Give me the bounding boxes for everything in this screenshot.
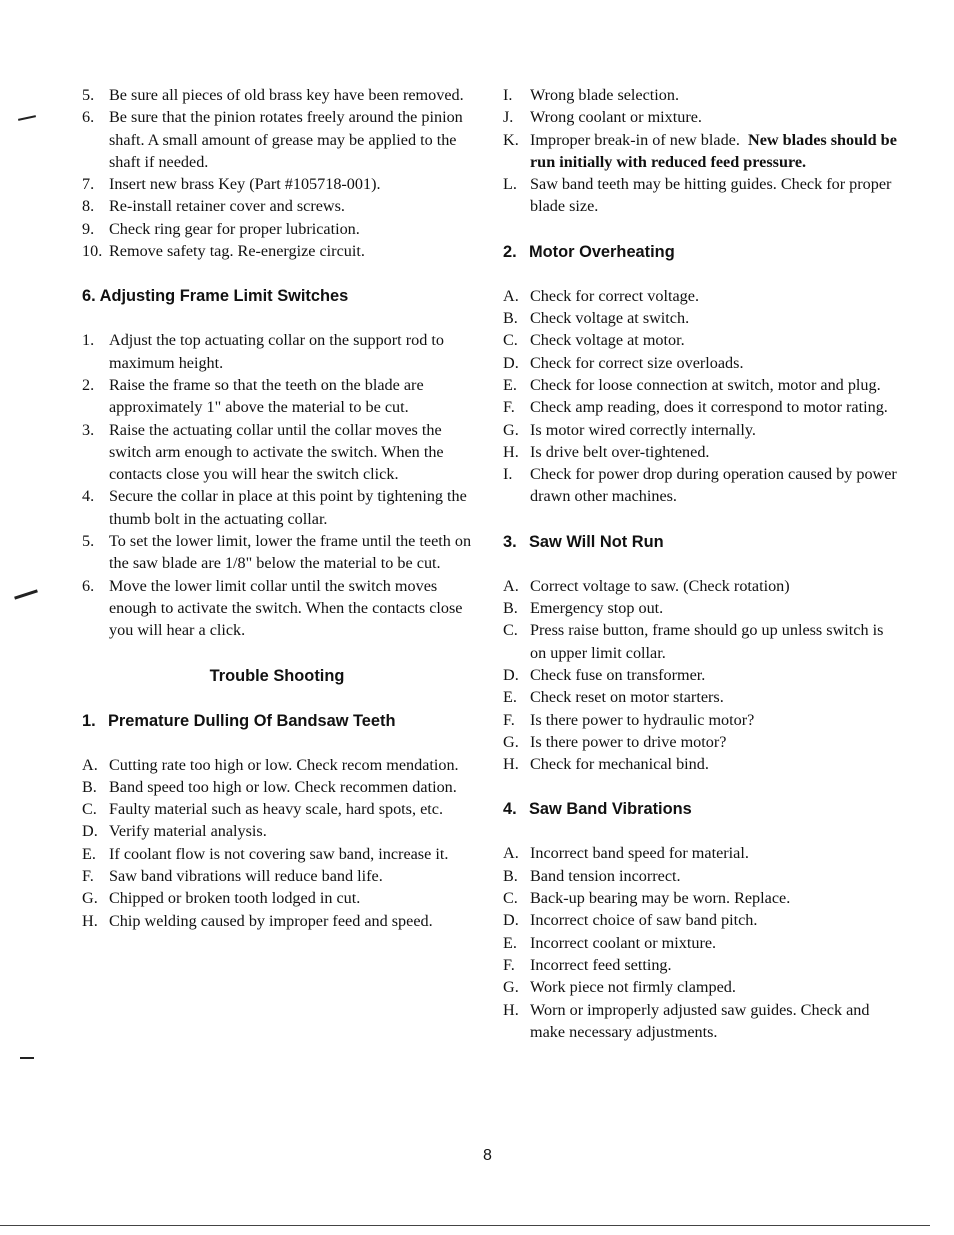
item-label: C. — [503, 889, 518, 908]
section2-list — [503, 285, 903, 508]
section6-list — [82, 329, 472, 641]
list-item — [82, 865, 472, 887]
item-text: Re-install retainer cover and screws. — [109, 197, 345, 216]
item-text: Insert new brass Key (Part #105718-001). — [109, 175, 381, 194]
item-text: Press raise button, frame should go up unless switch is on upper limit collar. — [530, 621, 884, 662]
item-label: G. — [503, 420, 519, 439]
section-title: Motor Overheating — [529, 242, 675, 261]
item-text: Is there power to hydraulic motor? — [530, 710, 755, 729]
item-label: 1. — [82, 331, 95, 350]
item-text: Secure the collar in place at this point by tightening the thumb bolt in the actuating collar. — [109, 487, 467, 528]
item-text: Incorrect choice of saw band pitch. — [530, 911, 758, 930]
list-item — [82, 106, 472, 173]
margin-mark — [14, 589, 38, 599]
item-text: Wrong blade selection. — [530, 86, 680, 104]
item-label: D. — [503, 911, 519, 930]
list-item — [503, 441, 903, 463]
section-heading — [82, 710, 472, 732]
item-label: B. — [503, 866, 518, 885]
item-text: Move the lower limit collar until the switch moves enough to activate the switch. When the contacts close you will hear a click. — [109, 576, 463, 640]
item-text: Is drive belt over-tightened. — [530, 442, 710, 461]
item-text: Chip welding caused by improper feed and speed. — [109, 911, 433, 930]
item-label: A. — [503, 576, 519, 595]
list-item — [82, 195, 472, 217]
item-label: B. — [82, 777, 97, 796]
list-item — [503, 753, 903, 775]
item-text: Check for power drop during operation caused by power drawn other machines. — [530, 465, 897, 506]
list-item — [82, 530, 472, 575]
trouble-shooting-heading: Trouble Shooting — [209, 666, 345, 685]
list-item — [503, 575, 903, 597]
list-item — [503, 709, 903, 731]
item-label: 2. — [82, 375, 95, 394]
item-text: Raise the actuating collar until the collar moves the switch arm enough to activate the switch. When the contacts close you will hear the switch click. — [109, 420, 444, 484]
continued-list — [503, 84, 903, 218]
section-number: 1. — [82, 711, 96, 730]
item-label: F. — [82, 867, 94, 886]
page-number: 8 — [483, 1147, 492, 1164]
item-label: I. — [503, 465, 513, 484]
section1-list — [82, 754, 472, 932]
list-item — [82, 575, 472, 642]
list-item — [503, 597, 903, 619]
item-text: Check for mechanical bind. — [530, 755, 709, 774]
item-text: Wrong coolant or mixture. — [530, 108, 702, 127]
item-label: D. — [503, 353, 519, 372]
item-text: Saw band vibrations will reduce band life. — [109, 867, 383, 886]
item-label: 5. — [82, 86, 95, 104]
list-item — [503, 954, 903, 976]
item-text: Be sure that the pinion rotates freely around the pinion shaft. A small amount of grease may be applied to the shaft if needed. — [109, 108, 463, 171]
item-text: Saw band teeth may be hitting guides. Check for proper blade size. — [530, 175, 892, 216]
list-item — [503, 976, 903, 998]
section-number: 3. — [503, 532, 517, 551]
list-item — [503, 419, 903, 441]
item-text: Remove safety tag. Re-energize circuit. — [109, 242, 365, 261]
list-item — [503, 887, 903, 909]
item-bold-note: New blades should be run initially with reduced feed pressure. — [530, 130, 897, 171]
list-item — [82, 240, 472, 262]
item-label: 4. — [82, 487, 95, 506]
item-label: H. — [503, 755, 519, 774]
list-item — [82, 329, 472, 374]
item-text: Check amp reading, does it correspond to motor rating. — [530, 398, 888, 417]
item-text: Work piece not firmly clamped. — [530, 978, 736, 997]
item-label: G. — [82, 889, 98, 908]
item-text: Band tension incorrect. — [530, 866, 681, 885]
section-title: Saw Band Vibrations — [529, 800, 692, 819]
section-number: 2. — [503, 242, 517, 261]
item-text: Be sure all pieces of old brass key have been removed. — [109, 86, 464, 104]
margin-mark — [18, 115, 36, 121]
list-item — [503, 842, 903, 864]
item-label: F. — [503, 398, 515, 417]
list-item — [503, 129, 903, 174]
list-item — [82, 419, 472, 486]
item-label: 6. — [82, 108, 95, 127]
section-heading — [503, 531, 903, 553]
item-label: E. — [82, 844, 96, 863]
list-item — [82, 843, 472, 865]
section-title: Saw Will Not Run — [529, 532, 664, 551]
item-label: C. — [503, 621, 518, 640]
item-text: Check for correct voltage. — [530, 286, 699, 305]
item-label: J. — [503, 108, 514, 127]
item-text: Correct voltage to saw. (Check rotation) — [530, 576, 790, 595]
item-label: E. — [503, 933, 517, 952]
item-label: D. — [82, 822, 98, 841]
item-text: Incorrect feed setting. — [530, 955, 672, 974]
item-label: 7. — [82, 175, 95, 194]
list-item — [82, 84, 472, 106]
item-label: 10. — [82, 242, 103, 261]
list-item — [503, 285, 903, 307]
item-text: Raise the frame so that the teeth on the blade are approximately 1" above the material to be cut. — [109, 375, 424, 417]
item-label: A. — [503, 286, 519, 305]
item-text: Chipped or broken tooth lodged in cut. — [109, 889, 361, 908]
list-item — [503, 686, 903, 708]
section-title: Premature Dulling Of Bandsaw Teeth — [108, 711, 396, 730]
item-label: B. — [503, 309, 518, 328]
item-label: 9. — [82, 219, 95, 238]
item-text: Check voltage at motor. — [530, 331, 685, 350]
item-text: Check for correct size overloads. — [530, 353, 744, 372]
list-item — [503, 932, 903, 954]
list-item — [503, 106, 903, 128]
item-label: B. — [503, 599, 518, 618]
list-item — [503, 374, 903, 396]
item-label: 6. — [82, 576, 95, 595]
list-item — [503, 396, 903, 418]
item-label: A. — [503, 844, 519, 863]
item-text: To set the lower limit, lower the frame until the teeth on the saw blade are 1/8" below the material to be cut. — [109, 532, 472, 573]
list-item — [503, 664, 903, 686]
list-item — [503, 909, 903, 931]
section-heading — [503, 241, 903, 263]
item-text: Check fuse on transformer. — [530, 665, 706, 684]
list-item — [503, 731, 903, 753]
item-text: Band speed too high or low. Check recommen dation. — [109, 777, 457, 796]
item-text: Incorrect coolant or mixture. — [530, 933, 717, 952]
list-item — [82, 374, 472, 419]
right-column — [503, 84, 903, 1043]
section3-list — [503, 575, 903, 776]
item-label: 5. — [82, 532, 95, 551]
list-item — [503, 865, 903, 887]
item-label: C. — [503, 331, 518, 350]
item-label: L. — [503, 175, 517, 194]
item-label: I. — [503, 86, 513, 104]
item-label: A. — [82, 755, 98, 774]
list-item — [503, 619, 903, 664]
item-text: Improper break-in of new blade. — [530, 130, 740, 149]
item-label: C. — [82, 800, 97, 819]
list-item — [82, 910, 472, 932]
item-text: Worn or improperly adjusted saw guides. Check and make necessary adjustments. — [530, 1000, 870, 1041]
list-item — [503, 463, 903, 508]
item-text: Check voltage at switch. — [530, 309, 690, 328]
item-text: Check reset on motor starters. — [530, 688, 724, 707]
item-label: G. — [503, 732, 519, 751]
list-item — [82, 218, 472, 240]
item-label: H. — [503, 442, 519, 461]
item-label: H. — [503, 1000, 519, 1019]
item-text: Check for loose connection at switch, motor and plug. — [530, 375, 881, 394]
item-text: Emergency stop out. — [530, 599, 664, 618]
item-text: Is there power to drive motor? — [530, 732, 727, 751]
item-text: Incorrect band speed for material. — [530, 844, 749, 863]
list-item — [503, 352, 903, 374]
section-heading: 6. Adjusting Frame Limit Switches — [82, 287, 349, 306]
list-item — [503, 999, 903, 1044]
list-item — [503, 307, 903, 329]
left-column — [82, 84, 472, 932]
section-heading — [503, 798, 903, 820]
item-label: 8. — [82, 197, 95, 216]
item-label: E. — [503, 688, 517, 707]
item-text: Check ring gear for proper lubrication. — [109, 219, 360, 238]
item-label: G. — [503, 978, 519, 997]
section4-list — [503, 842, 903, 1043]
item-label: K. — [503, 130, 519, 149]
item-label: D. — [503, 665, 519, 684]
item-text: If coolant flow is not covering saw band, increase it. — [109, 844, 449, 863]
list-item — [82, 820, 472, 842]
item-label: F. — [503, 710, 515, 729]
list-item — [82, 798, 472, 820]
item-label: 3. — [82, 420, 95, 439]
list-item — [82, 887, 472, 909]
item-text: Faulty material such as heavy scale, hard spots, etc. — [109, 800, 443, 819]
item-label: F. — [503, 955, 515, 974]
item-text: Adjust the top actuating collar on the support rod to maximum height. — [109, 331, 444, 372]
margin-mark — [20, 1057, 34, 1059]
list-item — [503, 84, 903, 106]
item-text: Verify material analysis. — [109, 822, 267, 841]
item-label: E. — [503, 375, 517, 394]
item-text: Cutting rate too high or low. Check recom mendation. — [109, 755, 459, 774]
list-item — [503, 173, 903, 218]
item-text: Is motor wired correctly internally. — [530, 420, 756, 439]
list-item — [503, 329, 903, 351]
section-number: 4. — [503, 800, 517, 819]
list-item — [82, 173, 472, 195]
list-item — [82, 754, 472, 776]
item-text: Back-up bearing may be worn. Replace. — [530, 889, 791, 908]
item-label: H. — [82, 911, 98, 930]
steps-list — [82, 84, 472, 262]
list-item — [82, 776, 472, 798]
footer-rule — [0, 1225, 930, 1226]
list-item — [82, 485, 472, 530]
